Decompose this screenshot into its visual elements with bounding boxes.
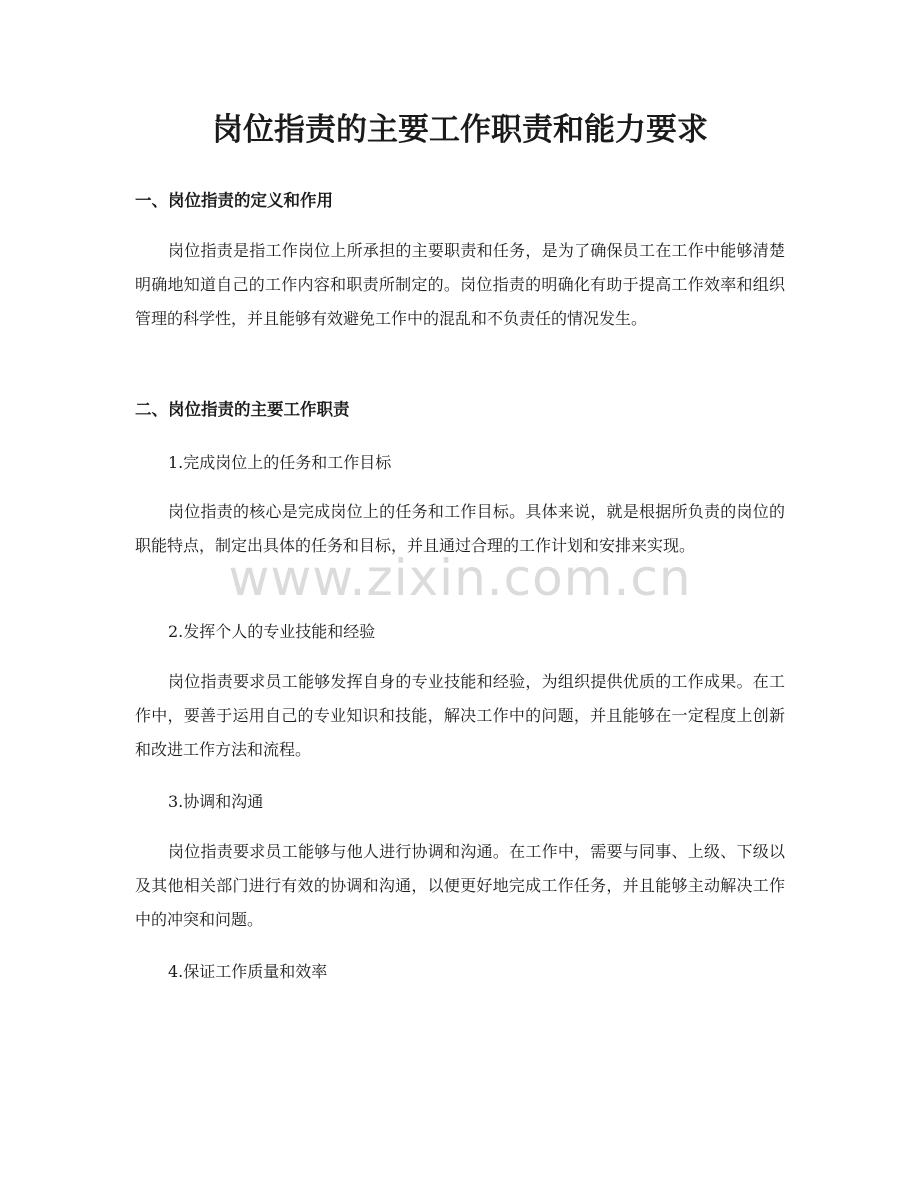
duty-item-4-label: 4.保证工作质量和效率 (168, 962, 328, 981)
section-heading-definition: 一、岗位指责的定义和作用 (135, 191, 333, 210)
duty-item-3-paragraph: 岗位指责要求员工能够与他人进行协调和沟通。在工作中，需要与同事、上级、下级以及其他相关部门进行有效的协调和沟通，以便更好地完成工作任务，并且能够主动解决工作中的冲突和问题。 (135, 842, 785, 929)
duty-item-1-paragraph: 岗位指责的核心是完成岗位上的任务和工作目标。具体来说，就是根据所负责的岗位的职能特点，制定出具体的任务和目标，并且通过合理的工作计划和安排来实现。 (135, 502, 785, 555)
section-heading-duties: 二、岗位指责的主要工作职责 (135, 400, 350, 419)
duty-item-3-label: 3.协调和沟通 (168, 792, 264, 811)
duty-item-2-paragraph: 岗位指责要求员工能够发挥自身的专业技能和经验，为组织提供优质的工作成果。在工作中，要善于运用自己的专业知识和技能，解决工作中的问题，并且能够在一定程度上创新和改进工作方法和流程。 (135, 672, 785, 759)
definition-paragraph: 岗位指责是指工作岗位上所承担的主要职责和任务，是为了确保员工在工作中能够清楚明确地知道自己的工作内容和职责所制定的。岗位指责的明确化有助于提高工作效率和组织管理的科学性，并且能够有效避免工作中的混乱和不负责任的情况发生。 (135, 241, 785, 328)
duty-item-2-label: 2.发挥个人的专业技能和经验 (168, 622, 376, 641)
watermark-text: www.zixin.com.cn (228, 549, 692, 607)
page-title: 岗位指责的主要工作职责和能力要求 (212, 112, 708, 148)
duty-item-1-label: 1.完成岗位上的任务和工作目标 (168, 453, 392, 472)
